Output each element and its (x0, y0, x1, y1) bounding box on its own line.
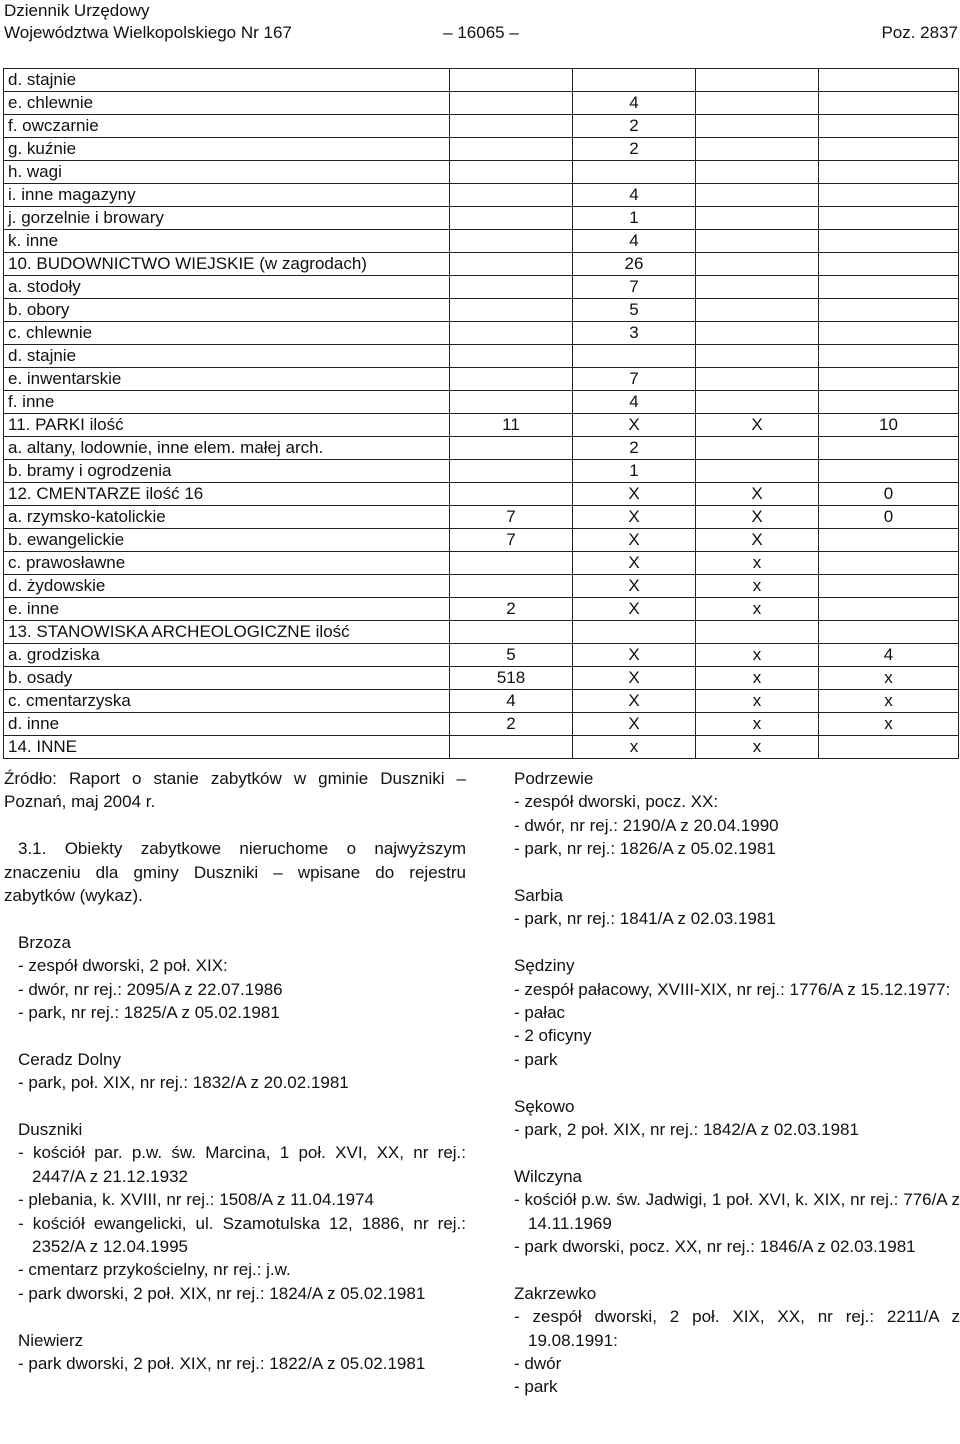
value-cell (696, 253, 819, 276)
row-label-cell: k. inne (4, 230, 450, 253)
value-cell (819, 460, 959, 483)
table-row (4, 322, 959, 345)
value-cell: X (696, 414, 819, 437)
value-cell: x (696, 575, 819, 598)
list-item: - dwór, nr rej.: 2190/A z 20.04.1990 (514, 815, 779, 835)
value-cell: x (696, 598, 819, 621)
value-cell (696, 460, 819, 483)
value-cell (573, 161, 696, 184)
row-label-cell: a. altany, lodownie, inne elem. małej arch. (4, 437, 450, 460)
locality-brzoza: Brzoza (18, 932, 71, 952)
value-cell: x (573, 736, 696, 759)
value-cell (819, 391, 959, 414)
locality-sarbia: Sarbia (514, 886, 564, 906)
value-cell (696, 621, 819, 644)
value-cell: x (819, 713, 959, 736)
table-row (4, 460, 959, 483)
list-item: - park dworski, 2 poł. XIX, nr rej.: 1822/A z 05.02.1981 (18, 1354, 426, 1374)
locality-niewierz: Niewierz (18, 1330, 84, 1350)
list-item: - park, nr rej.: 1825/A z 05.02.1981 (18, 1003, 280, 1023)
value-cell: 1 (573, 207, 696, 230)
value-cell (450, 276, 573, 299)
value-cell: X (573, 552, 696, 575)
value-cell (450, 736, 573, 759)
value-cell (819, 322, 959, 345)
list-item: - dwór, nr rej.: 2095/A z 22.07.1986 (18, 979, 283, 999)
value-cell: 2 (573, 437, 696, 460)
value-cell: 0 (819, 506, 959, 529)
table-row (4, 483, 959, 506)
value-cell (819, 230, 959, 253)
locality-zakrzewko: Zakrzewko (514, 1283, 597, 1303)
value-cell (696, 207, 819, 230)
table-row (4, 253, 959, 276)
journal-subtitle: Województwa Wielkopolskiego Nr 167 (4, 23, 292, 42)
table-row (4, 644, 959, 667)
value-cell: x (696, 690, 819, 713)
row-label-cell: f. owczarnie (4, 115, 450, 138)
table-row (4, 736, 959, 759)
row-label-cell: d. inne (4, 713, 450, 736)
list-item: - dwór (514, 1354, 562, 1374)
list-item: - park, 2 poł. XIX, nr rej.: 1842/A z 02.03.1981 (514, 1120, 859, 1140)
row-label-cell: c. prawosławne (4, 552, 450, 575)
value-cell: 2 (450, 598, 573, 621)
value-cell (450, 92, 573, 115)
value-cell (819, 253, 959, 276)
row-label-cell: b. osady (4, 667, 450, 690)
value-cell (696, 299, 819, 322)
value-cell: X (696, 506, 819, 529)
value-cell (696, 69, 819, 92)
value-cell: X (573, 690, 696, 713)
list-item: - park dworski, 2 poł. XIX, nr rej.: 1824/A z 05.02.1981 (18, 1283, 426, 1303)
value-cell (696, 184, 819, 207)
value-cell: X (573, 529, 696, 552)
list-item: - plebania, k. XVIII, nr rej.: 1508/A z 11.04.1974 (18, 1190, 374, 1210)
table-row (4, 529, 959, 552)
value-cell (450, 368, 573, 391)
row-label-cell: c. chlewnie (4, 322, 450, 345)
value-cell: X (696, 529, 819, 552)
row-label-cell: h. wagi (4, 161, 450, 184)
value-cell (819, 552, 959, 575)
value-cell (696, 138, 819, 161)
row-label-cell: c. cmentarzyska (4, 690, 450, 713)
table-row (4, 207, 959, 230)
locality-sekowo: Sękowo (514, 1096, 575, 1116)
row-label-cell: g. kuźnie (4, 138, 450, 161)
row-label-cell: a. stodoły (4, 276, 450, 299)
value-cell: X (573, 667, 696, 690)
row-label-cell: a. rzymsko-katolickie (4, 506, 450, 529)
value-cell (696, 322, 819, 345)
list-item: - park, nr rej.: 1826/A z 05.02.1981 (514, 839, 776, 859)
table-row (4, 621, 959, 644)
table-row (4, 92, 959, 115)
value-cell (696, 391, 819, 414)
row-label-cell: b. obory (4, 299, 450, 322)
value-cell (819, 437, 959, 460)
table-row (4, 345, 959, 368)
value-cell (819, 345, 959, 368)
row-label-cell: j. gorzelnie i browary (4, 207, 450, 230)
row-label-cell: d. stajnie (4, 345, 450, 368)
value-cell: x (696, 644, 819, 667)
value-cell (450, 345, 573, 368)
table-row (4, 414, 959, 437)
value-cell: X (696, 483, 819, 506)
value-cell: 518 (450, 667, 573, 690)
row-label-cell: e. inne (4, 598, 450, 621)
value-cell (819, 207, 959, 230)
page-header (4, 0, 958, 44)
value-cell (696, 115, 819, 138)
list-item: - zespół dworski, pocz. XX: (514, 792, 719, 812)
value-cell: 0 (819, 483, 959, 506)
list-item: - park (514, 1377, 558, 1397)
value-cell: x (819, 690, 959, 713)
table-row (4, 552, 959, 575)
row-label-cell: e. inwentarskie (4, 368, 450, 391)
table-row (4, 276, 959, 299)
table-row (4, 690, 959, 713)
value-cell: 3 (573, 322, 696, 345)
row-label-cell: 11. PARKI ilość (4, 414, 450, 437)
value-cell: X (573, 414, 696, 437)
list-item: - kościół p.w. św. Jadwigi, 1 poł. XVI, k. XIX, nr rej.: 776/A z 14.11.1969 (514, 1190, 960, 1233)
row-label-cell: a. grodziska (4, 644, 450, 667)
value-cell (573, 621, 696, 644)
locality-wilczyna: Wilczyna (514, 1166, 583, 1186)
value-cell (450, 391, 573, 414)
left-column (4, 767, 466, 1375)
locality-duszniki: Duszniki (18, 1120, 83, 1140)
list-item: - pałac (514, 1003, 566, 1023)
list-item: - park, poł. XIX, nr rej.: 1832/A z 20.02.1981 (18, 1073, 349, 1093)
value-cell (450, 253, 573, 276)
value-cell: X (573, 506, 696, 529)
value-cell (696, 276, 819, 299)
list-item: - 2 oficyny (514, 1026, 592, 1046)
table-row (4, 184, 959, 207)
row-label-cell: 10. BUDOWNICTWO WIEJSKIE (w zagrodach) (4, 253, 450, 276)
row-label-cell: b. bramy i ogrodzenia (4, 460, 450, 483)
row-label-cell: d. żydowskie (4, 575, 450, 598)
row-label-cell: e. chlewnie (4, 92, 450, 115)
row-label-cell: 13. STANOWISKA ARCHEOLOGICZNE ilość (4, 621, 450, 644)
value-cell (450, 552, 573, 575)
value-cell (819, 736, 959, 759)
locality-ceradz-dolny: Ceradz Dolny (18, 1049, 121, 1069)
table-row (4, 161, 959, 184)
value-cell: 7 (450, 529, 573, 552)
table-row (4, 667, 959, 690)
value-cell: 4 (573, 230, 696, 253)
value-cell: X (573, 598, 696, 621)
section-intro: 3.1. Obiekty zabytkowe nieruchome o najwyższym znaczeniu dla gminy Duszniki – wpisane do rejestru zabytków (wykaz). (4, 839, 466, 906)
value-cell: 4 (573, 391, 696, 414)
value-cell: X (573, 644, 696, 667)
value-cell: 4 (573, 92, 696, 115)
row-label-cell: d. stajnie (4, 69, 450, 92)
row-label-cell: 12. CMENTARZE ilość 16 (4, 483, 450, 506)
value-cell: 5 (450, 644, 573, 667)
value-cell (450, 437, 573, 460)
value-cell (819, 138, 959, 161)
value-cell (573, 69, 696, 92)
value-cell (819, 299, 959, 322)
list-item: - park dworski, pocz. XX, nr rej.: 1846/A z 02.03.1981 (514, 1237, 916, 1257)
value-cell: 4 (450, 690, 573, 713)
value-cell (696, 161, 819, 184)
value-cell (819, 115, 959, 138)
value-cell (450, 207, 573, 230)
journal-title: Dziennik Urzędowy (4, 1, 150, 20)
value-cell: 26 (573, 253, 696, 276)
value-cell (819, 575, 959, 598)
value-cell (573, 345, 696, 368)
value-cell: 2 (450, 713, 573, 736)
locality-sedziny: Sędziny (514, 956, 575, 976)
value-cell (450, 230, 573, 253)
value-cell: 2 (573, 138, 696, 161)
row-label-cell: 14. INNE (4, 736, 450, 759)
value-cell (819, 69, 959, 92)
table-row (4, 598, 959, 621)
value-cell (450, 161, 573, 184)
table-row (4, 299, 959, 322)
value-cell (450, 483, 573, 506)
table-row (4, 115, 959, 138)
row-label-cell: b. ewangelickie (4, 529, 450, 552)
position-number: Poz. 2837 (881, 23, 958, 42)
value-cell (450, 115, 573, 138)
source-note: Źródło: Raport o stanie zabytków w gminie Duszniki –Poznań, maj 2004 r. (4, 769, 466, 812)
value-cell: 11 (450, 414, 573, 437)
table-row (4, 230, 959, 253)
value-cell: 7 (450, 506, 573, 529)
right-column (514, 767, 960, 1399)
value-cell: X (573, 713, 696, 736)
value-cell (819, 529, 959, 552)
list-item: - kościół par. p.w. św. Marcina, 1 poł. XVI, XX, nr rej.: 2447/A z 21.12.1932 (18, 1143, 466, 1186)
table-row (4, 368, 959, 391)
list-item: - park, nr rej.: 1841/A z 02.03.1981 (514, 909, 776, 929)
value-cell (450, 322, 573, 345)
value-cell (450, 69, 573, 92)
table-row (4, 138, 959, 161)
value-cell: 7 (573, 276, 696, 299)
value-cell: X (573, 575, 696, 598)
value-cell (696, 345, 819, 368)
table-row (4, 506, 959, 529)
row-label-cell: f. inne (4, 391, 450, 414)
value-cell: 2 (573, 115, 696, 138)
value-cell (819, 161, 959, 184)
value-cell (450, 184, 573, 207)
value-cell (450, 460, 573, 483)
value-cell (819, 276, 959, 299)
table-row (4, 69, 959, 92)
value-cell (819, 368, 959, 391)
list-item: - park (514, 1049, 558, 1069)
value-cell: 10 (819, 414, 959, 437)
value-cell (450, 299, 573, 322)
list-item: - zespół dworski, 2 poł. XIX, XX, nr rej.: 2211/A z 19.08.1991: (514, 1307, 960, 1350)
value-cell (819, 92, 959, 115)
table-row (4, 575, 959, 598)
row-label-cell: i. inne magazyny (4, 184, 450, 207)
value-cell: 7 (573, 368, 696, 391)
value-cell (696, 437, 819, 460)
value-cell (696, 368, 819, 391)
value-cell (696, 230, 819, 253)
locality-podrzewie: Podrzewie (514, 769, 594, 788)
value-cell: 5 (573, 299, 696, 322)
value-cell: x (696, 736, 819, 759)
table-row (4, 713, 959, 736)
table-row (4, 437, 959, 460)
inventory-table (3, 68, 959, 759)
value-cell (450, 621, 573, 644)
list-item: - zespół pałacowy, XVIII-XIX, nr rej.: 1776/A z 15.12.1977: (514, 979, 951, 999)
value-cell: 4 (819, 644, 959, 667)
page-number: – 16065 – (443, 23, 519, 42)
value-cell: x (819, 667, 959, 690)
value-cell: x (696, 667, 819, 690)
value-cell (450, 575, 573, 598)
value-cell (450, 138, 573, 161)
value-cell: x (696, 552, 819, 575)
value-cell: 1 (573, 460, 696, 483)
list-item: - kościół ewangelicki, ul. Szamotulska 12, 1886, nr rej.: 2352/A z 12.04.1995 (18, 1213, 466, 1257)
value-cell: X (573, 483, 696, 506)
value-cell: 4 (573, 184, 696, 207)
value-cell: x (696, 713, 819, 736)
value-cell (696, 92, 819, 115)
list-item: - zespół dworski, 2 poł. XIX: (18, 956, 228, 976)
list-item: - cmentarz przykościelny, nr rej.: j.w. (18, 1260, 291, 1280)
value-cell (819, 184, 959, 207)
table-row (4, 391, 959, 414)
value-cell (819, 621, 959, 644)
value-cell (819, 598, 959, 621)
